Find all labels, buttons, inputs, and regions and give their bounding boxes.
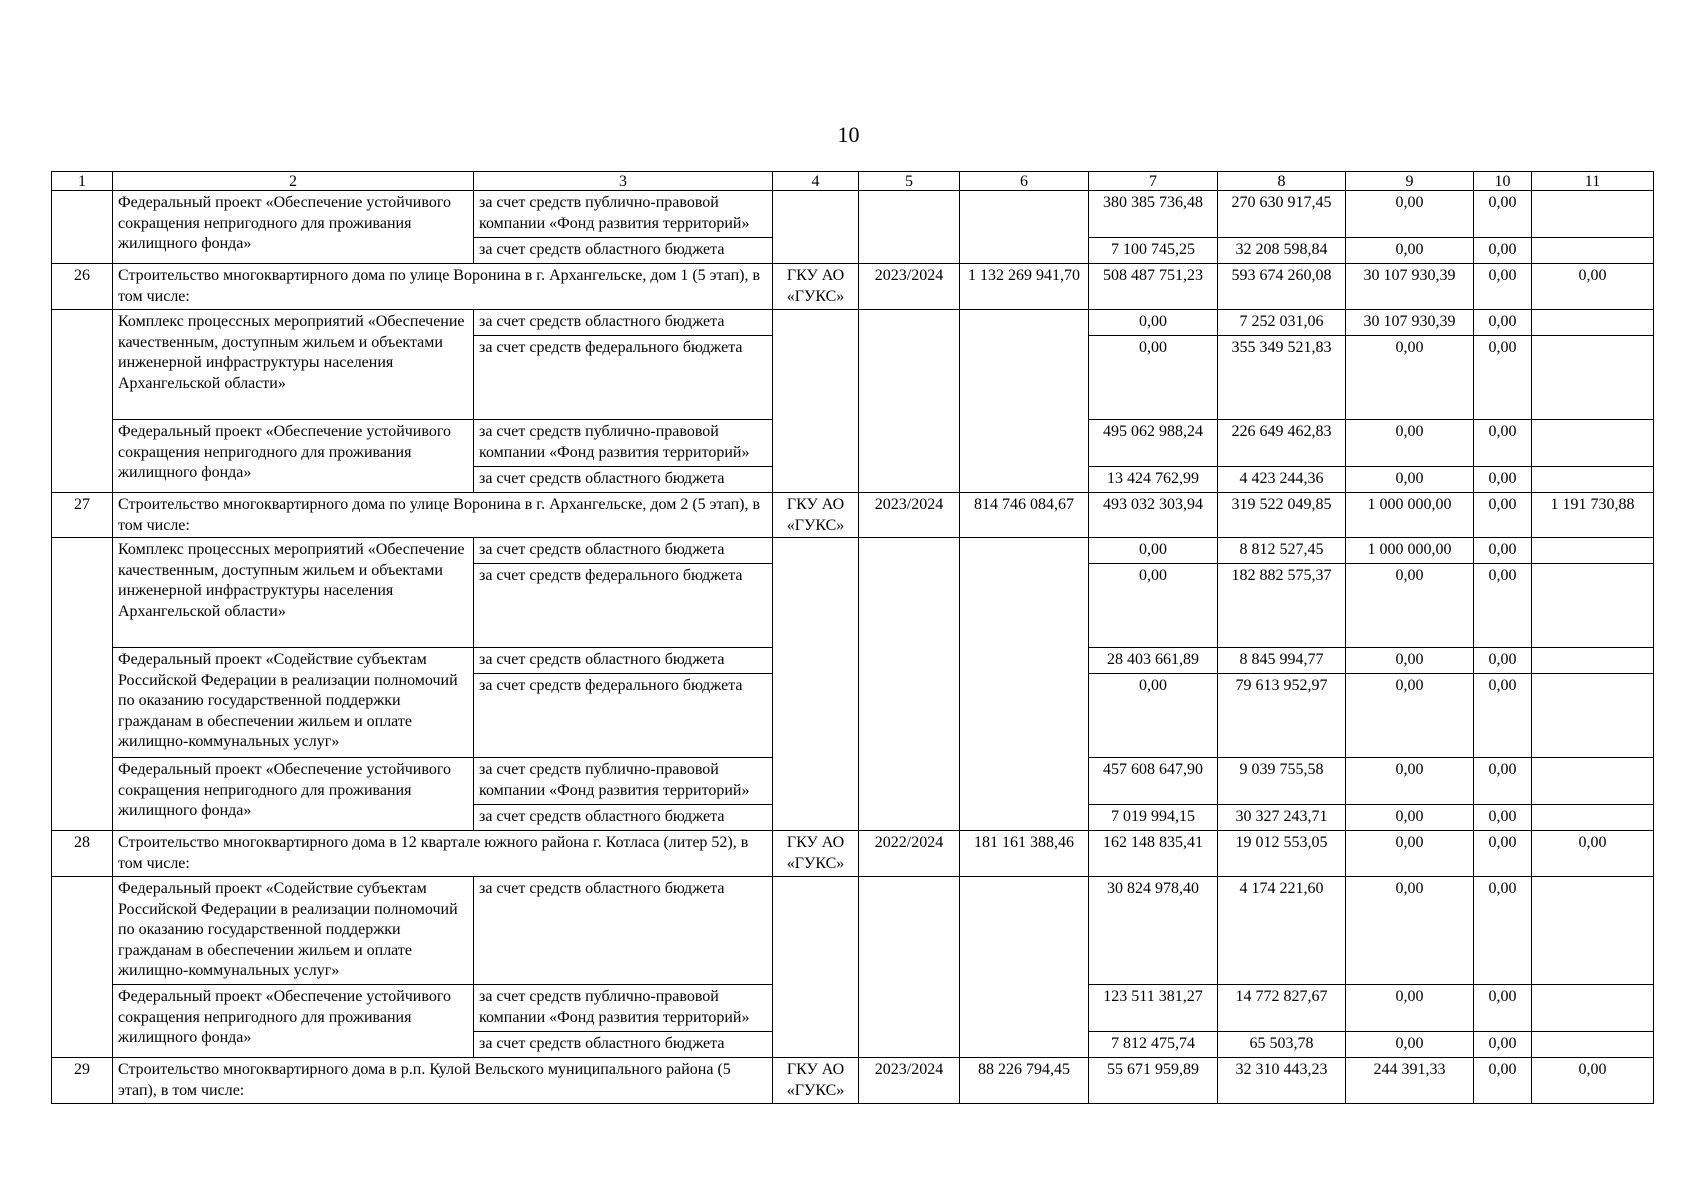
amount-cell: 123 511 381,27 bbox=[1089, 985, 1218, 1032]
amount-cell: 7 812 475,74 bbox=[1089, 1032, 1218, 1058]
funding-source-cell: за счет средств областного бюджета bbox=[474, 310, 773, 336]
column-number: 1 bbox=[52, 172, 113, 191]
amount-cell: 226 649 462,83 bbox=[1218, 420, 1346, 467]
amount-cell: 495 062 988,24 bbox=[1089, 420, 1218, 467]
object-row bbox=[52, 831, 1654, 877]
amount-cell: 0,00 bbox=[1532, 264, 1654, 310]
column-number: 5 bbox=[859, 172, 960, 191]
column-number-row bbox=[52, 172, 1654, 191]
contractor-cell: ГКУ АО «ГУКС» bbox=[773, 1058, 859, 1104]
period-cell: 2023/2024 bbox=[859, 493, 960, 538]
funding-source-cell: за счет средств областного бюджета bbox=[474, 805, 773, 831]
program-cell: Комплекс процессных мероприятий «Обеспечение качественным, доступным жильем и объектами инженерной инфраструктуры населения Архангельской области» bbox=[113, 538, 474, 648]
amount-cell: 182 882 575,37 bbox=[1218, 564, 1346, 648]
program-cell: Федеральный проект «Обеспечение устойчивого сокращения непригодного для проживания жилищного фонда» bbox=[113, 420, 474, 493]
column-number: 11 bbox=[1532, 172, 1654, 191]
object-row bbox=[52, 493, 1654, 538]
amount-cell bbox=[1532, 877, 1654, 985]
funding-source-cell: за счет средств федерального бюджета bbox=[474, 336, 773, 420]
amount-cell: 0,00 bbox=[1346, 1032, 1474, 1058]
program-table bbox=[51, 171, 1654, 1104]
column-number: 9 bbox=[1346, 172, 1474, 191]
funding-source-cell: за счет средств областного бюджета bbox=[474, 1032, 773, 1058]
amount-cell: 0,00 bbox=[1474, 1058, 1532, 1104]
object-row bbox=[52, 1058, 1654, 1104]
page-number: 10 bbox=[837, 122, 860, 147]
amount-cell: 30 107 930,39 bbox=[1346, 264, 1474, 310]
amount-cell: 8 845 994,77 bbox=[1218, 648, 1346, 674]
amount-cell bbox=[1532, 420, 1654, 467]
amount-cell: 79 613 952,97 bbox=[1218, 674, 1346, 758]
total-cost-cell bbox=[960, 538, 1089, 831]
period-cell bbox=[859, 538, 960, 831]
amount-cell: 1 191 730,88 bbox=[1532, 493, 1654, 538]
amount-cell: 0,00 bbox=[1474, 467, 1532, 493]
amount-cell: 30 327 243,71 bbox=[1218, 805, 1346, 831]
amount-cell: 1 000 000,00 bbox=[1346, 493, 1474, 538]
amount-cell: 0,00 bbox=[1474, 493, 1532, 538]
object-row bbox=[52, 264, 1654, 310]
amount-cell: 30 824 978,40 bbox=[1089, 877, 1218, 985]
amount-cell bbox=[1532, 191, 1654, 238]
amount-cell: 28 403 661,89 bbox=[1089, 648, 1218, 674]
amount-cell: 0,00 bbox=[1474, 985, 1532, 1032]
amount-cell: 0,00 bbox=[1474, 1032, 1532, 1058]
amount-cell bbox=[1532, 985, 1654, 1032]
contractor-cell bbox=[773, 538, 859, 831]
amount-cell: 0,00 bbox=[1346, 877, 1474, 985]
row-number-cell bbox=[52, 191, 113, 264]
contractor-cell bbox=[773, 191, 859, 264]
amount-cell: 30 107 930,39 bbox=[1346, 310, 1474, 336]
program-cell: Федеральный проект «Обеспечение устойчивого сокращения непригодного для проживания жилищного фонда» bbox=[113, 191, 474, 264]
total-cost-cell bbox=[960, 191, 1089, 264]
amount-cell: 0,00 bbox=[1474, 238, 1532, 264]
total-cost-cell bbox=[960, 310, 1089, 493]
funding-source-cell: за счет средств публично-правовой компании «Фонд развития территорий» bbox=[474, 985, 773, 1032]
amount-cell: 0,00 bbox=[1089, 310, 1218, 336]
funding-source-cell: за счет средств областного бюджета bbox=[474, 467, 773, 493]
amount-cell: 0,00 bbox=[1089, 538, 1218, 564]
column-number: 4 bbox=[773, 172, 859, 191]
contractor-cell bbox=[773, 310, 859, 493]
object-title-cell: Строительство многоквартирного дома по улице Воронина в г. Архангельске, дом 1 (5 этап), в том числе: bbox=[113, 264, 773, 310]
amount-cell: 0,00 bbox=[1089, 336, 1218, 420]
amount-cell: 9 039 755,58 bbox=[1218, 758, 1346, 805]
program-cell: Федеральный проект «Обеспечение устойчивого сокращения непригодного для проживания жилищного фонда» bbox=[113, 758, 474, 831]
column-number: 7 bbox=[1089, 172, 1218, 191]
amount-cell: 0,00 bbox=[1474, 336, 1532, 420]
program-cell: Федеральный проект «Обеспечение устойчивого сокращения непригодного для проживания жилищного фонда» bbox=[113, 985, 474, 1058]
amount-cell bbox=[1532, 648, 1654, 674]
amount-cell: 4 174 221,60 bbox=[1218, 877, 1346, 985]
amount-cell: 0,00 bbox=[1346, 831, 1474, 877]
amount-cell bbox=[1532, 758, 1654, 805]
table-row bbox=[52, 877, 1654, 985]
amount-cell: 0,00 bbox=[1346, 191, 1474, 238]
amount-cell: 380 385 736,48 bbox=[1089, 191, 1218, 238]
amount-cell: 4 423 244,36 bbox=[1218, 467, 1346, 493]
period-cell bbox=[859, 877, 960, 1058]
row-number-cell bbox=[52, 538, 113, 831]
amount-cell: 270 630 917,45 bbox=[1218, 191, 1346, 238]
amount-cell: 0,00 bbox=[1346, 758, 1474, 805]
amount-cell: 32 310 443,23 bbox=[1218, 1058, 1346, 1104]
period-cell: 2022/2024 bbox=[859, 831, 960, 877]
amount-cell: 32 208 598,84 bbox=[1218, 238, 1346, 264]
amount-cell: 0,00 bbox=[1474, 648, 1532, 674]
funding-source-cell: за счет средств федерального бюджета bbox=[474, 564, 773, 648]
table-row bbox=[52, 538, 1654, 564]
total-cost-cell: 814 746 084,67 bbox=[960, 493, 1089, 538]
amount-cell: 0,00 bbox=[1474, 877, 1532, 985]
amount-cell: 0,00 bbox=[1346, 674, 1474, 758]
amount-cell: 7 019 994,15 bbox=[1089, 805, 1218, 831]
funding-source-cell: за счет средств публично-правовой компании «Фонд развития территорий» bbox=[474, 758, 773, 805]
amount-cell: 0,00 bbox=[1474, 538, 1532, 564]
amount-cell: 0,00 bbox=[1474, 805, 1532, 831]
period-cell: 2023/2024 bbox=[859, 264, 960, 310]
row-number-cell: 26 bbox=[52, 264, 113, 310]
row-number-cell bbox=[52, 310, 113, 493]
contractor-cell bbox=[773, 877, 859, 1058]
amount-cell: 0,00 bbox=[1346, 467, 1474, 493]
table-row bbox=[52, 191, 1654, 238]
contractor-cell: ГКУ АО «ГУКС» bbox=[773, 264, 859, 310]
amount-cell bbox=[1532, 1032, 1654, 1058]
contractor-cell: ГКУ АО «ГУКС» bbox=[773, 493, 859, 538]
total-cost-cell: 181 161 388,46 bbox=[960, 831, 1089, 877]
object-title-cell: Строительство многоквартирного дома в 12 квартале южного района г. Котласа (литер 52), в том числе: bbox=[113, 831, 773, 877]
amount-cell: 593 674 260,08 bbox=[1218, 264, 1346, 310]
amount-cell: 244 391,33 bbox=[1346, 1058, 1474, 1104]
period-cell bbox=[859, 310, 960, 493]
amount-cell bbox=[1532, 805, 1654, 831]
amount-cell bbox=[1532, 238, 1654, 264]
program-cell: Федеральный проект «Содействие субъектам Российской Федерации в реализации полномочий по оказанию государственной поддержки гражданам в обеспечении жильем и оплате жилищно-коммунальных услуг» bbox=[113, 877, 474, 985]
amount-cell: 0,00 bbox=[1089, 674, 1218, 758]
column-number: 3 bbox=[474, 172, 773, 191]
funding-source-cell: за счет средств областного бюджета bbox=[474, 877, 773, 985]
amount-cell: 355 349 521,83 bbox=[1218, 336, 1346, 420]
amount-cell: 0,00 bbox=[1474, 191, 1532, 238]
amount-cell: 0,00 bbox=[1532, 1058, 1654, 1104]
total-cost-cell: 88 226 794,45 bbox=[960, 1058, 1089, 1104]
amount-cell: 0,00 bbox=[1474, 831, 1532, 877]
funding-source-cell: за счет средств публично-правовой компании «Фонд развития территорий» bbox=[474, 420, 773, 467]
program-cell: Комплекс процессных мероприятий «Обеспечение качественным, доступным жильем и объектами инженерной инфраструктуры населения Архангельской области» bbox=[113, 310, 474, 420]
total-cost-cell bbox=[960, 877, 1089, 1058]
object-title-cell: Строительство многоквартирного дома по улице Воронина в г. Архангельске, дом 2 (5 этап), в том числе: bbox=[113, 493, 773, 538]
column-number: 6 bbox=[960, 172, 1089, 191]
column-number: 10 bbox=[1474, 172, 1532, 191]
amount-cell: 1 000 000,00 bbox=[1346, 538, 1474, 564]
funding-source-cell: за счет средств областного бюджета bbox=[474, 538, 773, 564]
amount-cell bbox=[1532, 310, 1654, 336]
amount-cell bbox=[1532, 336, 1654, 420]
amount-cell: 0,00 bbox=[1474, 420, 1532, 467]
amount-cell: 0,00 bbox=[1346, 985, 1474, 1032]
period-cell bbox=[859, 191, 960, 264]
amount-cell bbox=[1532, 564, 1654, 648]
funding-source-cell: за счет средств областного бюджета bbox=[474, 648, 773, 674]
amount-cell: 0,00 bbox=[1474, 674, 1532, 758]
amount-cell: 55 671 959,89 bbox=[1089, 1058, 1218, 1104]
period-cell: 2023/2024 bbox=[859, 1058, 960, 1104]
row-number-cell: 27 bbox=[52, 493, 113, 538]
amount-cell: 7 100 745,25 bbox=[1089, 238, 1218, 264]
amount-cell: 493 032 303,94 bbox=[1089, 493, 1218, 538]
amount-cell: 65 503,78 bbox=[1218, 1032, 1346, 1058]
amount-cell: 0,00 bbox=[1474, 564, 1532, 648]
amount-cell: 0,00 bbox=[1474, 264, 1532, 310]
row-number-cell: 29 bbox=[52, 1058, 113, 1104]
amount-cell: 14 772 827,67 bbox=[1218, 985, 1346, 1032]
amount-cell: 508 487 751,23 bbox=[1089, 264, 1218, 310]
funding-source-cell: за счет средств федерального бюджета bbox=[474, 674, 773, 758]
amount-cell: 457 608 647,90 bbox=[1089, 758, 1218, 805]
amount-cell: 0,00 bbox=[1346, 420, 1474, 467]
amount-cell: 0,00 bbox=[1346, 238, 1474, 264]
amount-cell: 13 424 762,99 bbox=[1089, 467, 1218, 493]
column-number: 2 bbox=[113, 172, 474, 191]
amount-cell: 0,00 bbox=[1089, 564, 1218, 648]
amount-cell: 0,00 bbox=[1346, 648, 1474, 674]
total-cost-cell: 1 132 269 941,70 bbox=[960, 264, 1089, 310]
amount-cell: 19 012 553,05 bbox=[1218, 831, 1346, 877]
amount-cell bbox=[1532, 538, 1654, 564]
amount-cell bbox=[1532, 674, 1654, 758]
amount-cell: 8 812 527,45 bbox=[1218, 538, 1346, 564]
table-row bbox=[52, 310, 1654, 336]
amount-cell bbox=[1532, 467, 1654, 493]
row-number-cell: 28 bbox=[52, 831, 113, 877]
amount-cell: 162 148 835,41 bbox=[1089, 831, 1218, 877]
object-title-cell: Строительство многоквартирного дома в р.п. Кулой Вельского муниципального района (5 этап), в том числе: bbox=[113, 1058, 773, 1104]
amount-cell: 0,00 bbox=[1346, 564, 1474, 648]
amount-cell: 0,00 bbox=[1474, 310, 1532, 336]
funding-source-cell: за счет средств областного бюджета bbox=[474, 238, 773, 264]
amount-cell: 7 252 031,06 bbox=[1218, 310, 1346, 336]
row-number-cell bbox=[52, 877, 113, 1058]
amount-cell: 0,00 bbox=[1532, 831, 1654, 877]
amount-cell: 319 522 049,85 bbox=[1218, 493, 1346, 538]
column-number: 8 bbox=[1218, 172, 1346, 191]
amount-cell: 0,00 bbox=[1346, 336, 1474, 420]
amount-cell: 0,00 bbox=[1346, 805, 1474, 831]
program-cell: Федеральный проект «Содействие субъектам Российской Федерации в реализации полномочий по оказанию государственной поддержки гражданам в обеспечении жильем и оплате жилищно-коммунальных услуг» bbox=[113, 648, 474, 758]
funding-source-cell: за счет средств публично-правовой компании «Фонд развития территорий» bbox=[474, 191, 773, 238]
contractor-cell: ГКУ АО «ГУКС» bbox=[773, 831, 859, 877]
amount-cell: 0,00 bbox=[1474, 758, 1532, 805]
